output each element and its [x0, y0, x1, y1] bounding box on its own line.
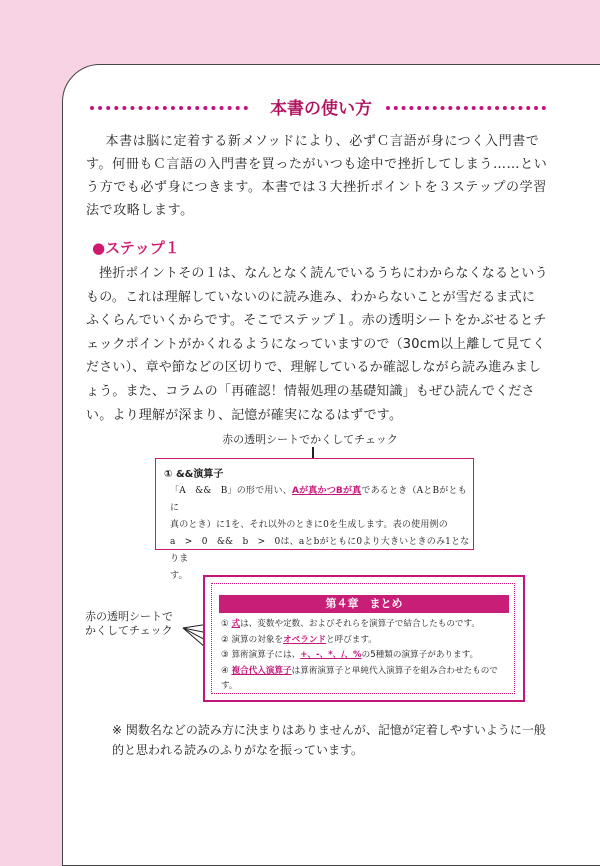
- footnote: ※ 関数名などの読み方に決まりはありませんが、記憶が定着しやすいように一般的と思われる読みのふりがなを振っています。: [112, 723, 546, 757]
- list-item: ④ 複合代入演算子は算術演算子と単純代入演算子を組み合わせたものです。: [221, 665, 498, 691]
- step1-body: 挫折ポイントその１は、なんとなく読んでいるうちにわからなくなるというもの。これは理解していないのに読み進み、わからないことが雪だるま式にふくらんでいくからです。そこでステップ１。赤の透明シートをかぶせるとチェックポイントがかくれるようになっていますので（30cm以上離して見てください）、章や節などの区切りで、理解しているか確認しながら読み進みましょう。また、コラムの「再確認！情報処理の基礎知識」もぜひ読んでください。より理解が深まり、記憶が確実になるはずです。: [86, 266, 548, 423]
- chapter-summary-box: [203, 575, 525, 702]
- example-title: ① &&演算子: [164, 469, 224, 480]
- list-item: ③ 算術演算子には、+、-、*、/、%の5種類の演算子があります。: [221, 650, 479, 660]
- page-title: 本書の使い方: [262, 99, 380, 119]
- example-text: 「A && B」の形で用い、Aが真かつBが真であるとき（AとBがともに 真のとき）に1を、それ以外のときに0を生成します。表の使用例の a > 0 && b > 0は、aとbがともに0より大きいときのみ1となりま す。: [170, 486, 470, 581]
- hidden-keyword: Aが真かつBが真: [291, 486, 362, 496]
- list-item: ② 演算の対象をオペランドと呼びます。: [221, 634, 377, 645]
- caption-red-sheet-top: 赤の透明シートでかくしてチェック: [222, 433, 398, 446]
- step1-heading: ●ステップ１: [92, 239, 180, 257]
- summary-list: [221, 617, 511, 695]
- caption-red-sheet-left: 赤の透明シートで かくしてチェック: [85, 610, 173, 637]
- summary-header: 第４章 まとめ: [219, 595, 509, 613]
- list-item: ① 式は、変数や定数、およびそれらを演算子で結合したものです。: [221, 619, 481, 629]
- intro-paragraph: 本書は脳に定着する新メソッドにより、必ずＣ言語が身につく入門書です。何冊もＣ言語の入門書を買ったがいつも途中で挫折してしまう……という方でも必ず身につきます。本書では３大挫折ポイントを３ステップの学習法で攻略します。: [86, 134, 548, 218]
